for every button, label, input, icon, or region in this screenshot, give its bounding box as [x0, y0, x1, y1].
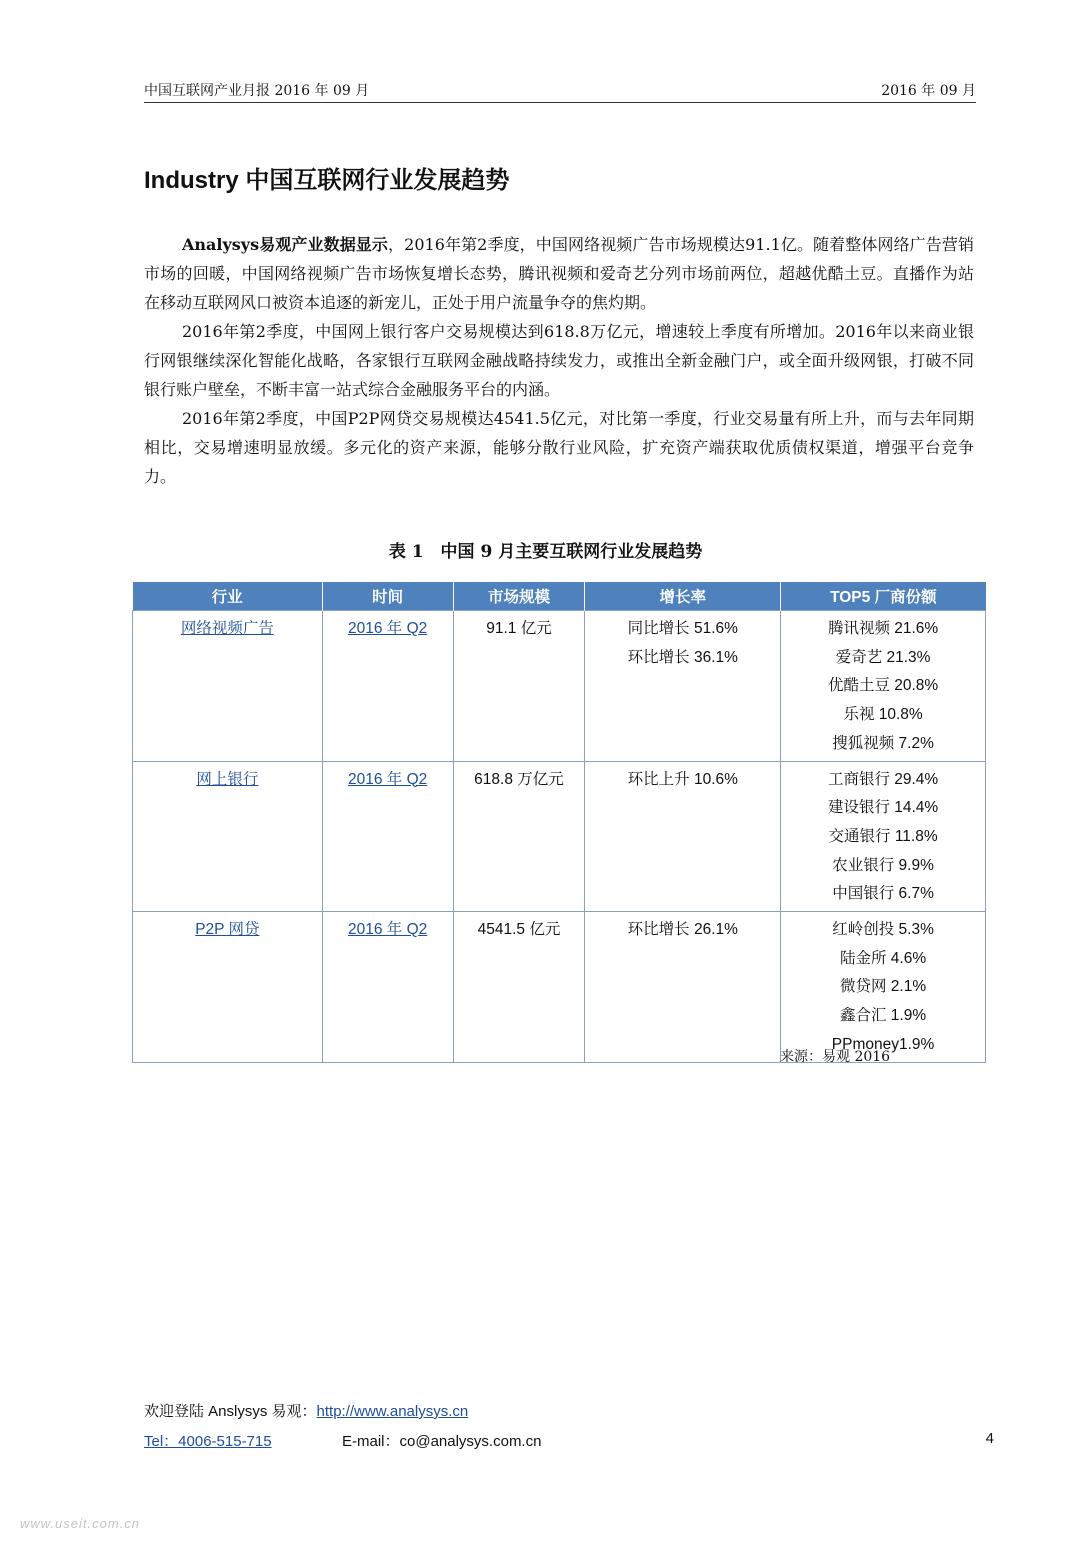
vendor-share: 鑫合汇 1.9%	[840, 1007, 927, 1025]
page-title: Industry 中国互联网行业发展趋势	[144, 167, 510, 194]
footer-contact-line	[144, 1430, 272, 1451]
paragraph-p2p-lending: 2016年第2季度，中国P2P网贷交易规模达4541.5亿元，对比第一季度，行业交易量有所上升，而与去年同期相比，交易增速明显放缓。多元化的资产来源，能够分散行业风险，扩充资产端获取优质债权渠道，增强平台竞争力。	[144, 409, 974, 486]
header-report-title: 中国互联网产业月报 2016 年 09 月	[144, 83, 370, 99]
industry-cell[interactable]	[133, 912, 323, 1063]
footer-welcome-line	[144, 1400, 468, 1421]
growth-cell	[585, 912, 781, 1063]
vendor-share: 中国银行 6.7%	[832, 885, 934, 903]
vendor-share: 乐视 10.8%	[843, 706, 923, 724]
table-row	[133, 611, 986, 762]
table-row	[133, 912, 986, 1063]
industry-link[interactable]: 网络视频广告	[180, 620, 274, 637]
industry-trends-table	[132, 582, 986, 1063]
vendor-share: 微贷网 2.1%	[840, 978, 927, 996]
column-header-top5-share: TOP5 厂商份额	[781, 582, 986, 611]
vendor-share: 陆金所 4.6%	[840, 949, 927, 967]
vendor-share: 工商银行 29.4%	[827, 770, 939, 788]
column-header-growth-rate: 增长率	[585, 582, 781, 611]
header-date: 2016 年 09 月	[881, 83, 976, 99]
time-cell[interactable]	[322, 761, 453, 912]
top5-cell	[781, 912, 986, 1063]
footer-welcome-text: 欢迎登陆 Anslysys 易观：	[144, 1403, 317, 1420]
column-header-industry: 行业	[133, 582, 323, 611]
table-source-note: 来源：易观 2016	[780, 1049, 891, 1065]
column-header-market-size: 市场规模	[453, 582, 585, 611]
table-header-row	[133, 582, 986, 611]
table-caption: 表 1 中国 9 月主要互联网行业发展趋势	[388, 542, 703, 562]
market-size-cell: 618.8 万亿元	[453, 761, 585, 912]
vendor-share: 建设银行 14.4%	[827, 799, 939, 817]
time-link[interactable]: 2016 年 Q2	[347, 620, 428, 637]
vendor-share: 优酷土豆 20.8%	[827, 677, 939, 695]
industry-cell[interactable]	[133, 611, 323, 762]
vendor-share: 农业银行 9.9%	[832, 856, 934, 874]
paragraph-online-banking: 2016年第2季度，中国网上银行客户交易规模达到618.8万亿元，增速较上季度有所增加。2016年以来商业银行网银继续深化智能化战略，各家银行互联网金融战略持续发力，或推出全新金融门户，或全面升级网银，打破不同银行账户壁垒，不断丰富一站式综合金融服务平台的内涵。	[144, 322, 974, 399]
growth-value: 环比增长 36.1%	[627, 648, 738, 666]
body-text	[144, 230, 974, 491]
page-header	[144, 78, 976, 103]
vendor-share: 交通银行 11.8%	[828, 827, 938, 845]
time-link[interactable]: 2016 年 Q2	[347, 921, 428, 939]
vendor-share: 搜狐视频 7.2%	[832, 734, 934, 752]
growth-cell	[585, 611, 781, 762]
market-size-cell: 4541.5 亿元	[453, 912, 585, 1063]
top5-cell	[781, 611, 986, 762]
industry-link[interactable]: 网上银行	[196, 770, 259, 788]
growth-value: 环比上升 10.6%	[627, 770, 738, 788]
site-watermark: www.useit.com.cn	[20, 1516, 141, 1531]
page-number: 4	[985, 1430, 994, 1447]
vendor-share: 爱奇艺 21.3%	[835, 648, 931, 666]
industry-link[interactable]: P2P 网贷	[195, 921, 260, 939]
industry-cell[interactable]	[133, 761, 323, 912]
growth-value: 环比增长 26.1%	[627, 921, 738, 939]
time-cell[interactable]	[322, 611, 453, 762]
paragraph-video-ads-text: ，2016年第2季度，中国网络视频广告市场规模达91.1亿。随着整体网络广告营销市场的回暖，中国网络视频广告市场恢复增长态势，腾讯视频和爱奇艺分列市场前两位，超越优酷土豆。直播作为站在移动互联网风口被资本追逐的新宠儿，正处于用户流量争夺的焦灼期。	[144, 235, 974, 312]
paragraph-video-ads	[144, 230, 974, 317]
vendor-share: PPmoney1.9%	[831, 1035, 935, 1053]
time-cell[interactable]	[322, 912, 453, 1063]
table-row	[133, 761, 986, 912]
growth-value: 同比增长 51.6%	[627, 620, 738, 637]
growth-cell	[585, 761, 781, 912]
paragraph-lead: Analysys易观产业数据显示	[182, 235, 389, 254]
top5-cell	[781, 761, 986, 912]
market-size-cell: 91.1 亿元	[453, 611, 585, 762]
vendor-share: 腾讯视频 21.6%	[827, 620, 939, 637]
vendor-share: 红岭创投 5.3%	[832, 921, 934, 939]
footer-tel-link[interactable]: Tel：4006-515-715	[144, 1433, 272, 1450]
column-header-time: 时间	[322, 582, 453, 611]
footer-website-link[interactable]: http://www.analysys.cn	[316, 1403, 469, 1420]
footer-email: E-mail：co@analysys.com.cn	[342, 1433, 542, 1450]
time-link[interactable]: 2016 年 Q2	[347, 770, 428, 788]
